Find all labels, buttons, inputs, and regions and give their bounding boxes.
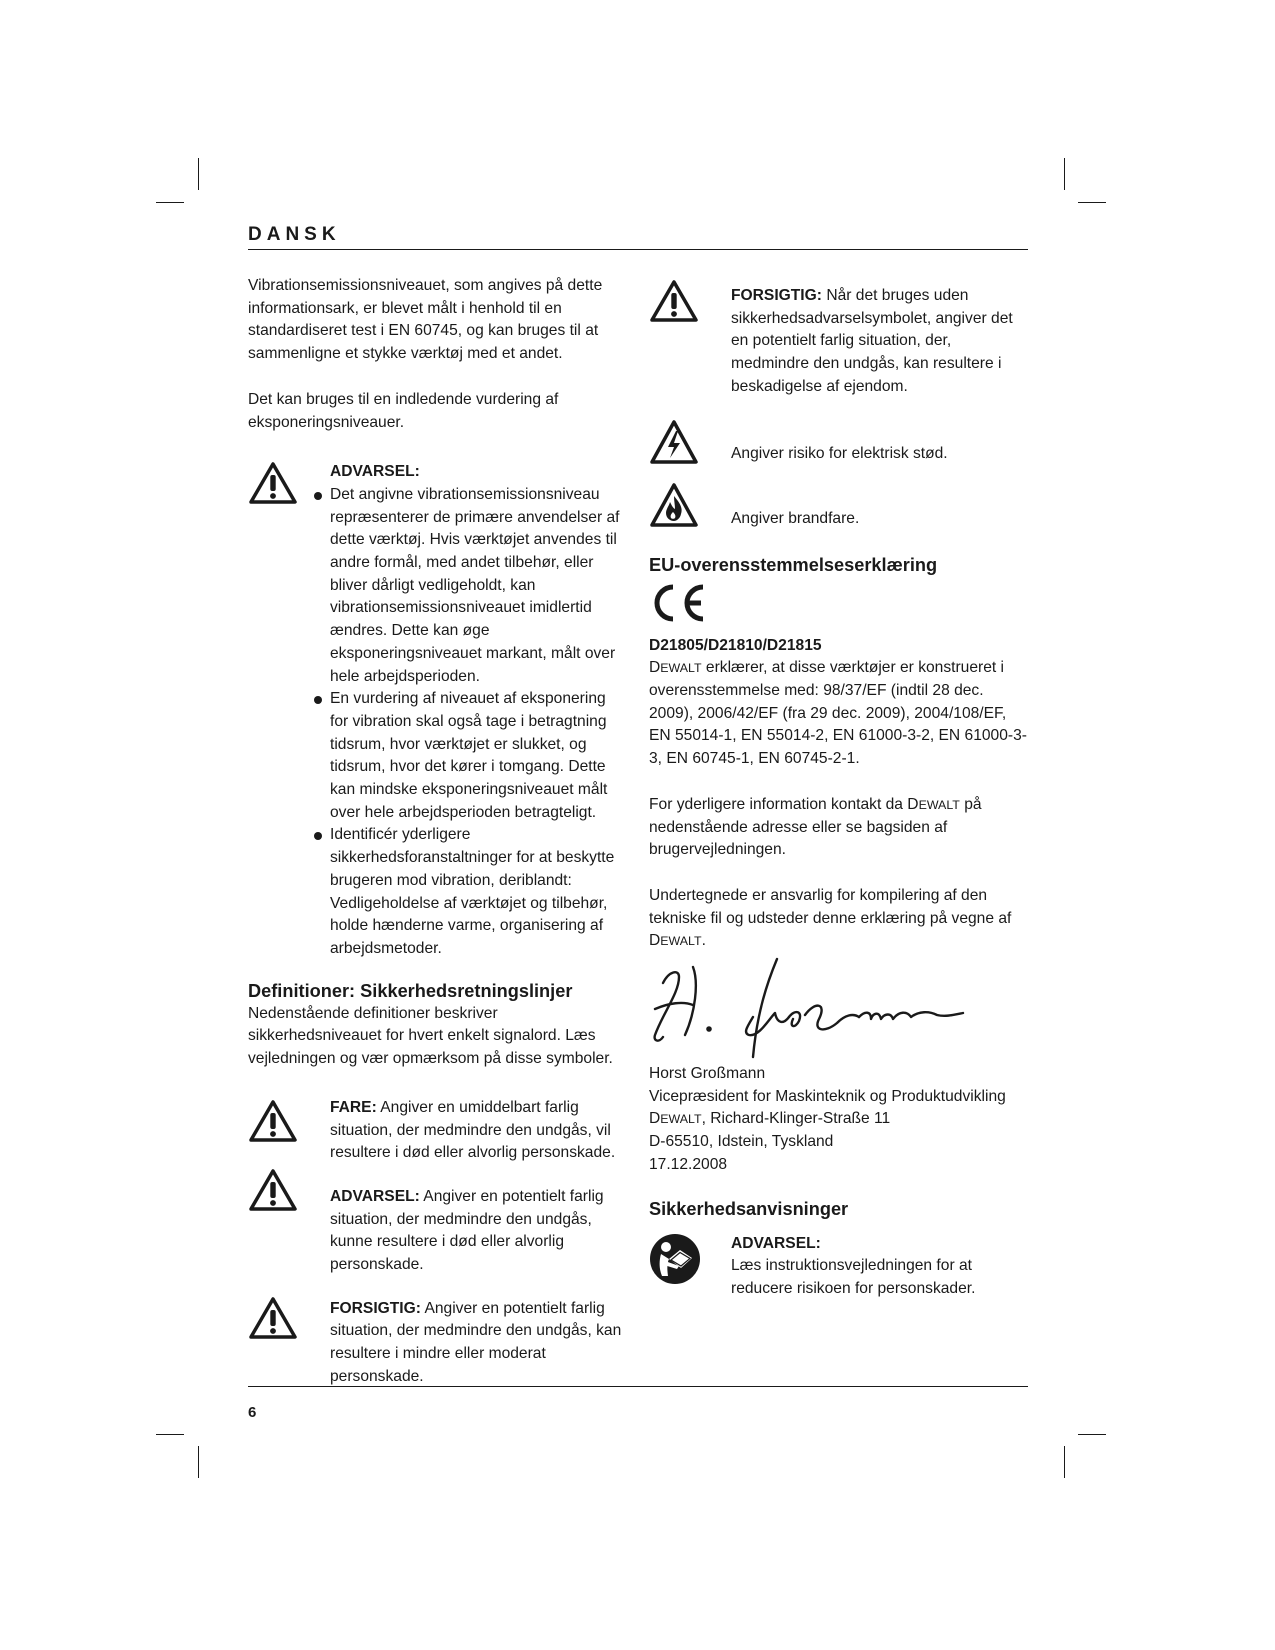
crop-mark	[1064, 1446, 1065, 1478]
eu-contact-before: For yderligere information kontakt da	[649, 795, 908, 813]
address-street-body: , Richard-Klinger-Straße 11	[701, 1110, 891, 1128]
list-item: En vurdering af niveauet af eksponering for vibration skal også tage i betragtning tidsrum, hvor værktøjet er slukket, og tidsrum, hvor det kører i tomgang. Dette kan mindske eksponeringsniveauet målt over hele arbejdsperioden betragteligt.	[330, 688, 626, 824]
brand-d: D	[649, 1110, 661, 1128]
signer-title: Vicepræsident for Maskinteknik og Produktudvikling	[649, 1087, 1006, 1105]
read-manual-label: ADVARSEL:	[731, 1234, 821, 1252]
eu-signatory-before: Undertegnede er ansvarlig for kompilering af den tekniske fil og udsteder denne erklæring på vegne af	[649, 886, 1012, 927]
signer-name: Horst Großmann	[649, 1065, 766, 1083]
warning-triangle-icon	[248, 1296, 298, 1340]
definition-caution-text	[330, 1298, 626, 1389]
brand-ewalt: EWALT	[918, 797, 960, 812]
lightning-triangle-icon	[649, 419, 699, 465]
definition-warning-label: ADVARSEL:	[330, 1187, 420, 1205]
ce-mark-icon	[649, 583, 1027, 631]
caution-property-text	[731, 285, 1027, 399]
fire-hazard-block	[649, 508, 1027, 531]
left-column	[248, 275, 626, 1389]
definition-warning	[248, 1186, 626, 1277]
brand-ewalt: EWALT	[660, 934, 702, 949]
list-item: Identificér yderligere sikkerhedsforanstaltninger for at beskytte brugeren mod vibration, deriblandt: Vedligeholdelse af værktøjet og tilbehør, holde hænderne varme, organisering af arbejdsmetoder.	[330, 824, 626, 960]
crop-mark	[1064, 158, 1065, 190]
brand-d: D	[907, 795, 919, 813]
warning-triangle-icon	[248, 1099, 298, 1143]
caution-property-label: FORSIGTIG:	[731, 287, 822, 304]
list-item: Det angivne vibrationsemissionsniveau repræsenterer de primære anvendelser af dette værktøj. Hvis værktøjet anvendes til andre formål, med andet tilbehør, eller bliver dårligt vedligeholdt, kan vibrationsemissionsniveauet imidlertid ændres. Dette kan øge eksponeringsniveauet markant, målt over hele arbejdsperioden.	[330, 484, 626, 688]
read-manual-icon	[649, 1233, 701, 1285]
eu-declaration-heading: EU-overensstemmelseserklæring	[649, 554, 938, 575]
crop-mark	[156, 202, 184, 203]
eu-contact-after: på nedenstående adresse eller se bagsiden af brugervejledningen.	[649, 795, 982, 859]
brand-ewalt: EWALT	[660, 1112, 702, 1127]
eu-statement-body: erklærer, at disse værktøjer er konstrueret i overensstemmelse med: 98/37/EF (indtil 28 dec. 2009), 2006/42/EF (fra 29 dec. 2009), 2004/108/EF, EN 55014-1, EN 55014-2, EN 61000-3-2, EN 61000-3-3, EN 60745-1, EN 60745-2-1.	[649, 659, 1027, 768]
definition-caution	[248, 1298, 626, 1389]
footer-rule	[248, 1386, 1028, 1387]
vibration-warning-bullets	[330, 484, 626, 961]
intro-paragraph: Vibrationsemissionsniveauet, som angives på dette informationsark, er blevet målt i henhold til en standardiseret test i EN 60745, og kan bruges til at sammenligne et stykke værktøj med et andet.	[248, 277, 603, 363]
definition-caution-label: FORSIGTIG:	[330, 1299, 421, 1317]
electric-shock-text: Angiver risiko for elektrisk stød.	[731, 444, 948, 462]
warning-triangle-icon	[649, 279, 699, 323]
right-column	[649, 275, 1027, 1301]
brand-ewalt: EWALT	[660, 661, 702, 676]
definition-danger-text	[330, 1097, 626, 1165]
signature-image	[649, 953, 1027, 1063]
caution-property-block	[649, 275, 1027, 399]
read-manual-block	[649, 1233, 1027, 1301]
crop-mark	[198, 158, 199, 190]
definition-danger-label: FARE:	[330, 1098, 377, 1116]
definition-warning-text	[330, 1186, 626, 1277]
vibration-warning-heading: ADVARSEL:	[330, 463, 420, 481]
definition-danger	[248, 1097, 626, 1165]
eu-signatory-after: .	[701, 932, 706, 950]
vibration-warning-block	[248, 457, 626, 960]
usage-paragraph: Det kan bruges til en indledende vurdering af eksponeringsniveauer.	[248, 390, 559, 431]
definitions-intro: Nedenstående definitioner beskriver sikkerhedsniveauet for hvert enkelt signalord. Læs vejledningen og vær opmærksom på disse symboler.	[248, 1004, 613, 1068]
eu-contact	[649, 794, 1027, 862]
caution-property-body: Når det bruges uden sikkerhedsadvarselsymbolet, angiver det en potentielt farlig situation, der, medmindre den undgås, kan resultere i beskadigelse af ejendom.	[731, 287, 1013, 395]
signer-address-street	[649, 1108, 1027, 1131]
safety-instructions-heading: Sikkerhedsanvisninger	[649, 1198, 849, 1219]
eu-signatory	[649, 885, 1027, 953]
eu-statement	[649, 657, 1027, 771]
crop-mark	[156, 1434, 184, 1435]
crop-mark	[1078, 202, 1106, 203]
header-rule	[248, 249, 1028, 250]
electric-shock-block	[649, 443, 1027, 466]
page-number: 6	[248, 1404, 257, 1421]
crop-mark	[198, 1446, 199, 1478]
declaration-date: 17.12.2008	[649, 1155, 728, 1173]
page-header-language: DANSK	[248, 224, 341, 245]
fire-hazard-text: Angiver brandfare.	[731, 510, 860, 528]
warning-triangle-icon	[248, 461, 298, 505]
signer-address-city: D-65510, Idstein, Tyskland	[649, 1133, 834, 1151]
definition-caution-body: Angiver en potentielt farlig situation, der medmindre den undgås, kan resultere i mindre eller moderat personskade.	[330, 1299, 622, 1385]
crop-mark	[1078, 1434, 1106, 1435]
flame-triangle-icon	[649, 482, 699, 528]
brand-d: D	[649, 659, 661, 677]
definition-danger-body: Angiver en umiddelbart farlig situation, der medmindre den undgås, vil resultere i død eller alvorlig personskade.	[330, 1098, 616, 1162]
eu-models: D21805/D21810/D21815	[649, 636, 822, 654]
definitions-heading: Definitioner: Sikkerhedsretningslinjer	[248, 980, 573, 1001]
definition-warning-body: Angiver en potentielt farlig situation, der medmindre den undgås, kunne resultere i død eller alvorlig personskade.	[330, 1187, 604, 1274]
read-manual-text: Læs instruktionsvejledningen for at reducere risikoen for personskader.	[731, 1257, 976, 1297]
brand-d: D	[649, 932, 661, 950]
warning-triangle-icon	[248, 1168, 298, 1212]
